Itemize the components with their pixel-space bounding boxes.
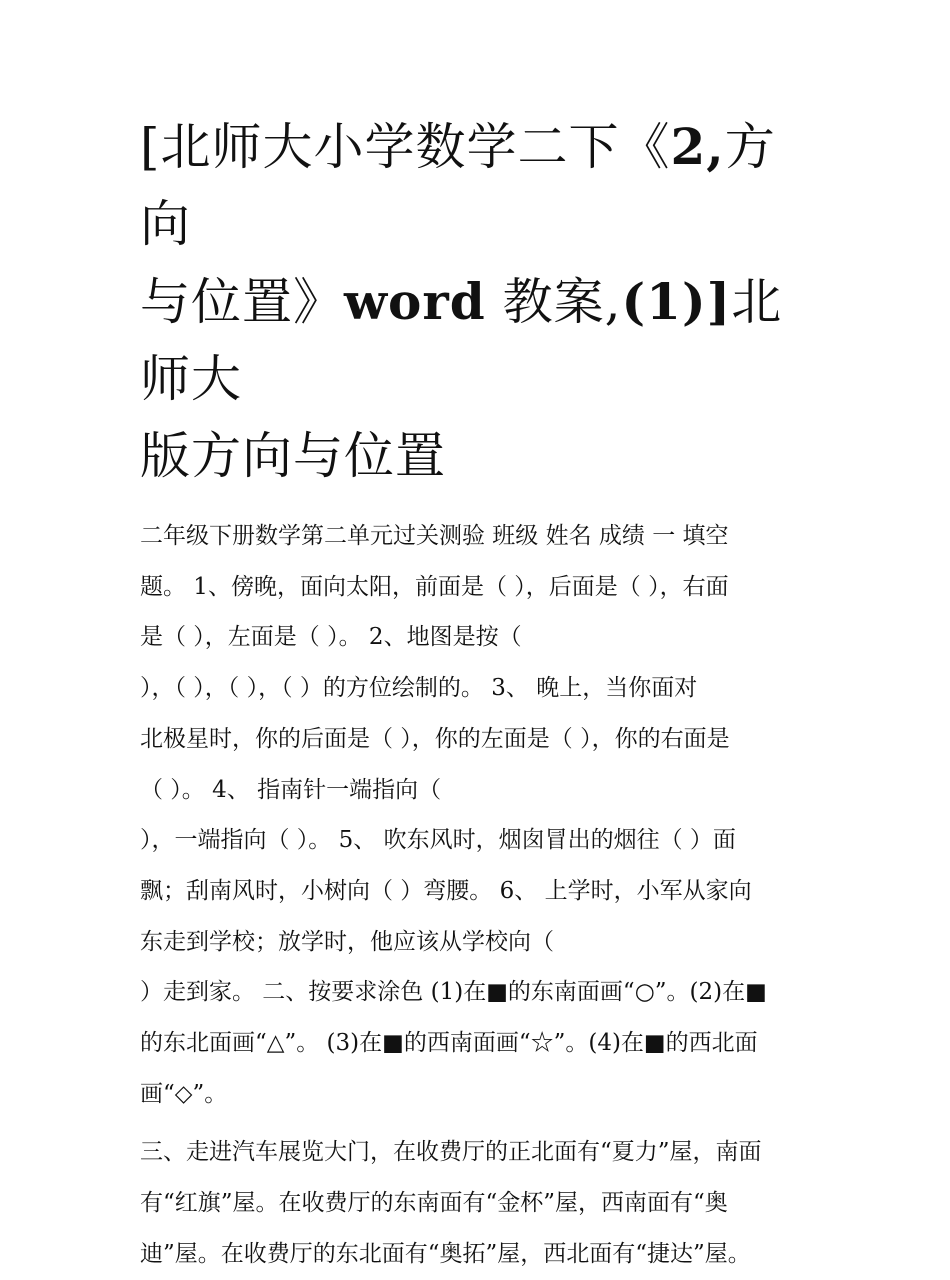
title-bold-text: (1)] [621, 272, 732, 331]
title-text: 北师大 [140, 273, 783, 408]
document-title [140, 108, 820, 495]
text-line: 三、走进汽车展览大门，在收费厅的正北面有“夏力”屋，南面 [140, 1139, 762, 1166]
title-text: [北师大小学数学二下《 [140, 118, 671, 176]
text-line: 有“红旗”屋。在收费厅的东南面有“金杯”屋，西南面有“奥 [140, 1190, 728, 1217]
document-body [140, 511, 820, 1280]
title-text: 教案, [485, 273, 622, 331]
title-text: 版方向与位置 [140, 427, 446, 485]
text-line: 二年级下册数学第二单元过关测验 班级 姓名 成绩 一 填空 [140, 523, 729, 549]
text-line: 的东北面画“△”。 (3)在■的西南面画“☆”。(4)在■的西北面 [140, 1030, 758, 1057]
title-text: 与位置》 [140, 273, 344, 331]
title-bold-text: 2, [670, 117, 725, 176]
text-line: 题。 1、傍晚，面向太阳，前面是（ ），后面是（ ），右面 [140, 573, 729, 600]
text-line: 迪”屋。在收费厅的东北面有“奥拓”屋，西北面有“捷达”屋。 [140, 1240, 751, 1267]
title-text: 方向 [140, 118, 776, 253]
text-line: 东走到学校；放学时，他应该从学校向（ [140, 928, 554, 955]
text-line: ），（ ），（ ），（ ）的方位绘制的。 3、 晚上，当你面对 [140, 675, 698, 702]
document-page [140, 108, 820, 1280]
text-line: 北极星时，你的后面是（ ），你的左面是（ ），你的右面是 [140, 725, 730, 752]
paragraph-car-exhibition [140, 1127, 820, 1279]
title-bold-text: word [344, 272, 486, 331]
text-line: ）走到家。 二、按要求涂色 (1)在■的东南面画“○”。(2)在■ [140, 979, 767, 1006]
title-line-2 [140, 273, 782, 408]
paragraph-exercises [140, 511, 820, 1119]
text-line: （ ）。 4、 指南针一端指向（ [140, 776, 442, 803]
text-line: 是（ ），左面是（ ）。 2、地图是按（ [140, 624, 522, 651]
title-line-3 [140, 427, 446, 485]
title-line-1 [140, 118, 776, 253]
text-line: 飘；刮南风时，小树向（ ）弯腰。 6、 上学时，小军从家向 [140, 877, 752, 904]
text-line: 画“◇”。 [140, 1080, 228, 1107]
text-line: ），一端指向（ ）。 5、 吹东风时，烟囱冒出的烟往（ ）面 [140, 827, 736, 854]
